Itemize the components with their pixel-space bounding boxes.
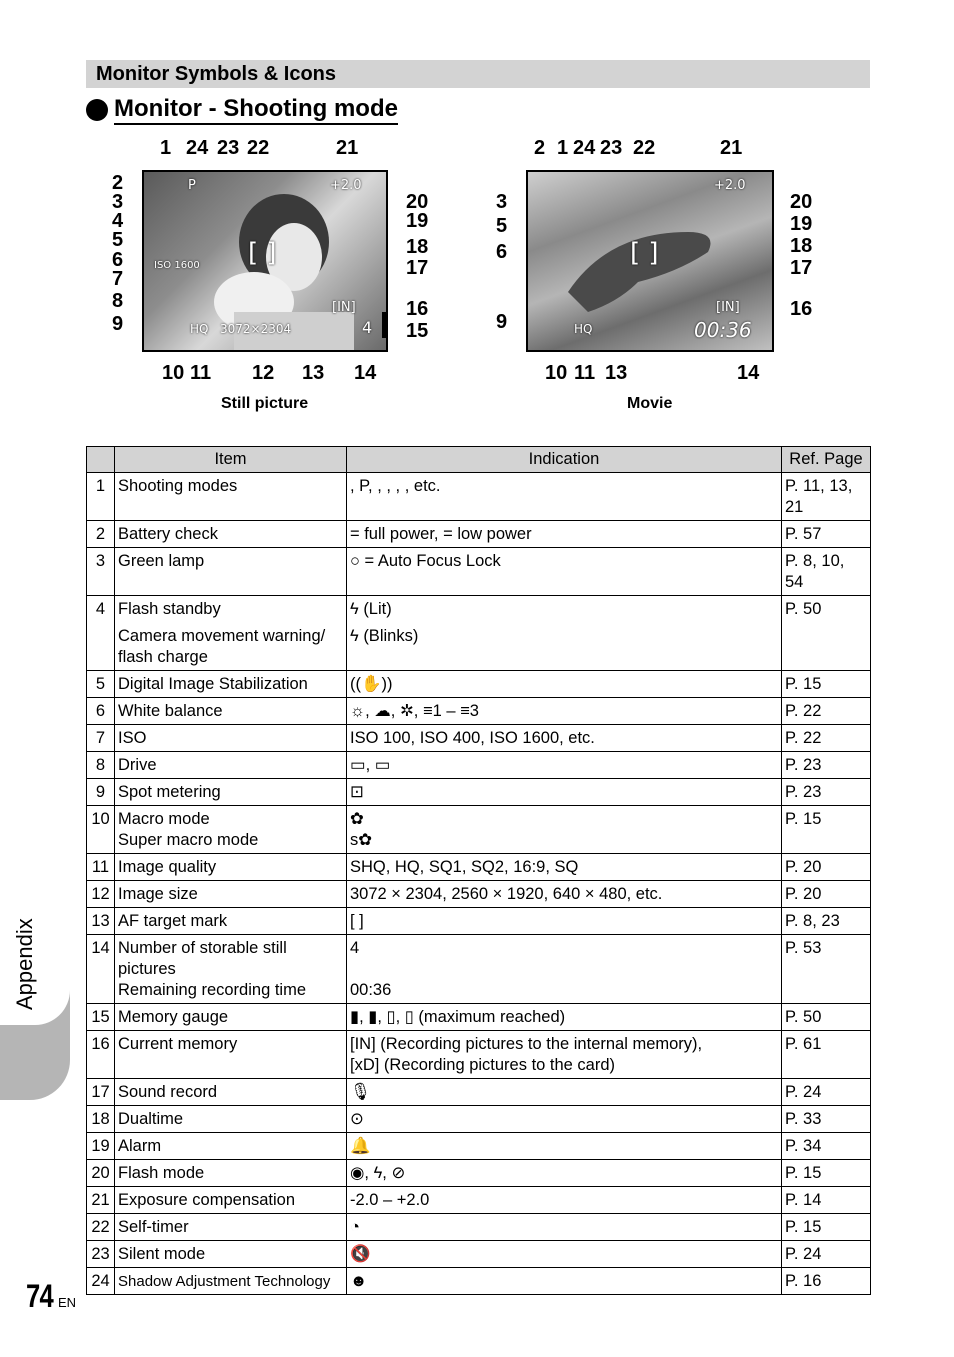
row-ref-page-text: P. 22 [785, 702, 822, 720]
row-ref-page-text: P. 23 [785, 783, 822, 801]
iso-value: ISO 1600 [154, 260, 200, 271]
row-indication-text: ⊙ [350, 1110, 364, 1128]
callout-number: 23 [217, 137, 240, 159]
callout-number: 19 [790, 213, 813, 235]
row-number [87, 1187, 115, 1214]
row-number [87, 1268, 115, 1295]
callout-number: 6 [496, 241, 508, 263]
row-number-text: 3 [95, 552, 106, 570]
row-ref-page [782, 854, 871, 881]
row-indication-text: 🎙 [350, 1083, 371, 1101]
row-number-text: 18 [91, 1110, 110, 1128]
callout-number: 21 [720, 137, 743, 159]
callout-number: 5 [112, 229, 124, 251]
table-row [87, 806, 871, 854]
table-row [87, 1004, 871, 1031]
row-item [115, 548, 347, 596]
af-target-mark: [ ] [630, 238, 659, 268]
callout-number: 19 [406, 210, 429, 232]
row-indication [347, 752, 782, 779]
table-header-row [87, 447, 871, 473]
callout-number: 1 [557, 137, 569, 159]
row-item [115, 1268, 347, 1295]
callout-number: 13 [605, 362, 628, 384]
table-row [87, 473, 871, 521]
row-number [87, 671, 115, 698]
row-item [115, 1241, 347, 1268]
row-item-text: Camera movement warning/ flash charge [118, 627, 326, 666]
row-ref-page [782, 698, 871, 725]
row-number [87, 908, 115, 935]
row-number-text: 21 [91, 1191, 110, 1209]
row-ref-page [782, 881, 871, 908]
movie-screen [526, 170, 774, 352]
table-body [87, 473, 871, 1295]
row-indication [347, 1031, 782, 1079]
row-item [115, 671, 347, 698]
row-indication-text: ☻ [350, 1272, 368, 1290]
callout-number: 18 [406, 236, 429, 258]
row-indication [347, 725, 782, 752]
row-item-text: AF target mark [118, 912, 228, 930]
row-item-text: Dualtime [118, 1110, 184, 1128]
callout-number: 22 [633, 137, 656, 159]
row-item [115, 1106, 347, 1133]
row-item [115, 473, 347, 521]
row-ref-page-text: P. 22 [785, 729, 822, 747]
row-number-text: 12 [91, 885, 110, 903]
row-indication-text: 00:36 [350, 981, 392, 999]
table-row [87, 548, 871, 596]
row-ref-page [782, 1241, 871, 1268]
af-target-mark: [ ] [248, 238, 277, 268]
row-ref-page-text: P. 20 [785, 858, 822, 876]
row-indication-text: ▮, ▮, ▯, ▯ (maximum reached) [350, 1008, 566, 1026]
row-indication-text: ⊡ [350, 783, 364, 801]
table-row [87, 521, 871, 548]
row-number [87, 1160, 115, 1187]
table-row [87, 752, 871, 779]
row-number [87, 935, 115, 1004]
row-item-text: ISO [118, 729, 147, 747]
row-number-text: 1 [95, 477, 106, 495]
callout-number: 14 [737, 362, 760, 384]
row-number-text: 5 [95, 675, 106, 693]
table-row [87, 698, 871, 725]
row-number [87, 752, 115, 779]
row-indication [347, 908, 782, 935]
row-ref-page [782, 473, 871, 521]
callout-number: 20 [790, 191, 813, 213]
recording-time: 00:36 [694, 318, 752, 342]
row-ref-page [782, 806, 871, 854]
row-indication-text: [IN] (Recording pictures to the internal memory), [350, 1035, 703, 1053]
row-ref-page-text: P. 24 [785, 1083, 822, 1101]
row-ref-page [782, 548, 871, 596]
callout-number: 21 [336, 137, 359, 159]
row-number [87, 698, 115, 725]
row-indication-text: ϟ (Lit) [350, 600, 392, 618]
row-item-text: Remaining recording time [118, 981, 307, 999]
callout-number: 6 [112, 249, 124, 271]
row-indication-text: 4 [350, 939, 360, 957]
row-number [87, 1031, 115, 1079]
row-item [115, 1133, 347, 1160]
row-item-text: Shooting modes [118, 477, 238, 495]
row-item-text: Flash mode [118, 1164, 205, 1182]
table-row [87, 1106, 871, 1133]
row-indication [347, 1079, 782, 1106]
row-number [87, 473, 115, 521]
table-row [87, 881, 871, 908]
callout-number: 13 [302, 362, 325, 384]
row-ref-page-text: P. 16 [785, 1272, 822, 1290]
row-ref-page-text: P. 57 [785, 525, 822, 543]
callout-number: 10 [545, 362, 568, 384]
row-item [115, 1187, 347, 1214]
row-number [87, 596, 115, 671]
row-indication [347, 698, 782, 725]
row-ref-page-text: P. 15 [785, 1218, 822, 1236]
row-item [115, 725, 347, 752]
row-item-text: Memory gauge [118, 1008, 229, 1026]
table-row [87, 935, 871, 1004]
row-ref-page-text: P. 8, 10, 54 [785, 552, 845, 591]
row-item-text: Drive [118, 756, 157, 774]
callout-number: 1 [160, 137, 172, 159]
callout-number: 8 [112, 290, 124, 312]
row-item [115, 1160, 347, 1187]
row-ref-page [782, 935, 871, 1004]
row-ref-page [782, 725, 871, 752]
row-ref-page-text: P. 50 [785, 600, 822, 618]
row-indication-text: ✿ [350, 810, 364, 828]
row-item-text: Sound record [118, 1083, 218, 1101]
subheading-text: Monitor - Shooting mode [114, 95, 398, 125]
table-row [87, 1160, 871, 1187]
row-number [87, 548, 115, 596]
row-number-text: 17 [91, 1083, 110, 1101]
row-number [87, 881, 115, 908]
callout-number: 22 [247, 137, 270, 159]
row-item [115, 881, 347, 908]
row-indication-text: ϟ (Blinks) [350, 627, 419, 645]
exposure-value: +2.0 [714, 178, 746, 193]
row-number-text: 9 [95, 783, 106, 801]
callout-number: 14 [354, 362, 377, 384]
row-indication-text: ISO 100, ISO 400, ISO 1600, etc. [350, 729, 595, 747]
callout-number: 9 [496, 311, 508, 333]
row-item [115, 935, 347, 1004]
row-item [115, 1214, 347, 1241]
row-number [87, 1133, 115, 1160]
callout-number: 18 [790, 235, 813, 257]
row-indication [347, 1241, 782, 1268]
row-number-text: 24 [91, 1272, 110, 1290]
row-item-text: Self-timer [118, 1218, 189, 1236]
row-ref-page [782, 671, 871, 698]
symbols-table [86, 446, 871, 1295]
row-number [87, 779, 115, 806]
row-ref-page [782, 779, 871, 806]
row-ref-page-text: P. 50 [785, 1008, 822, 1026]
row-indication-text: ◉, ϟ, ⊘ [350, 1164, 406, 1182]
callout-number: 17 [406, 257, 429, 279]
callout-number: 7 [112, 268, 124, 290]
callout-number: 16 [406, 298, 429, 320]
row-indication [347, 473, 782, 521]
row-indication [347, 1160, 782, 1187]
row-indication-text: ▭, ▭ [350, 756, 391, 774]
row-number-text: 22 [91, 1218, 110, 1236]
table-row [87, 908, 871, 935]
row-item [115, 596, 347, 671]
row-ref-page [782, 1160, 871, 1187]
row-number-text: 4 [95, 600, 106, 618]
row-ref-page [782, 1268, 871, 1295]
row-number [87, 1079, 115, 1106]
row-indication [347, 548, 782, 596]
row-number-text: 8 [95, 756, 106, 774]
row-ref-page-text: P. 61 [785, 1035, 822, 1053]
row-number [87, 854, 115, 881]
callout-number: 15 [406, 320, 429, 342]
table-row [87, 854, 871, 881]
header-indication: Indication [347, 447, 782, 473]
row-number [87, 1004, 115, 1031]
row-indication [347, 1214, 782, 1241]
row-item [115, 779, 347, 806]
row-indication-text: s✿ [350, 831, 373, 849]
row-ref-page [782, 596, 871, 671]
callout-number: 3 [112, 191, 124, 213]
row-indication [347, 521, 782, 548]
callout-number: 2 [534, 137, 546, 159]
row-ref-page [782, 1106, 871, 1133]
callout-number: 4 [112, 210, 124, 232]
table-row [87, 1133, 871, 1160]
callout-number: 10 [162, 362, 185, 384]
row-ref-page-text: P. 23 [785, 756, 822, 774]
row-ref-page-text: P. 15 [785, 1164, 822, 1182]
row-indication [347, 779, 782, 806]
memory-indicator: [IN] [716, 300, 740, 315]
row-number-text: 11 [91, 858, 110, 876]
row-item-text: Digital Image Stabilization [118, 675, 308, 693]
row-item-text: Super macro mode [118, 831, 259, 849]
row-item-text: Current memory [118, 1035, 238, 1053]
row-indication [347, 1004, 782, 1031]
row-number-text: 2 [95, 525, 106, 543]
row-item [115, 908, 347, 935]
row-item [115, 1004, 347, 1031]
header-ref-page: Ref. Page [782, 447, 871, 473]
callout-number: 2 [112, 172, 124, 194]
memory-indicator: [IN] [332, 300, 356, 315]
row-item-text: Macro mode [118, 810, 210, 828]
row-indication [347, 671, 782, 698]
header-number [87, 447, 115, 473]
row-item-text: Silent mode [118, 1245, 206, 1263]
callout-number: 20 [406, 191, 429, 213]
row-number [87, 1214, 115, 1241]
quality-value: HQ [574, 322, 593, 336]
row-number-text: 6 [95, 702, 106, 720]
storable-count: 4 [362, 318, 373, 337]
caption-movie: Movie [627, 395, 673, 412]
row-number-text: 15 [91, 1008, 110, 1026]
row-indication [347, 854, 782, 881]
row-number-text: 14 [91, 939, 110, 957]
row-indication-text: = full power, = low power [350, 525, 532, 543]
row-ref-page-text: P. 53 [785, 939, 822, 957]
row-number [87, 806, 115, 854]
row-indication-text: 🔔 [350, 1137, 371, 1155]
row-ref-page [782, 521, 871, 548]
callout-number: 17 [790, 257, 813, 279]
row-number-text: 23 [91, 1245, 110, 1263]
row-ref-page [782, 1004, 871, 1031]
callout-number: 11 [574, 362, 596, 384]
callout-number: 3 [496, 191, 508, 213]
row-indication [347, 1106, 782, 1133]
row-item-text: Flash standby [118, 600, 221, 618]
row-ref-page [782, 1214, 871, 1241]
row-item [115, 1031, 347, 1079]
row-indication [347, 935, 782, 1004]
row-number-text: 19 [91, 1137, 110, 1155]
row-ref-page [782, 1079, 871, 1106]
table-row [87, 1241, 871, 1268]
table-row [87, 1187, 871, 1214]
row-number-text: 16 [91, 1035, 110, 1053]
row-item-text: Number of storable still pictures [118, 939, 287, 978]
row-number [87, 1106, 115, 1133]
bullet-icon [86, 99, 108, 121]
table-row [87, 725, 871, 752]
table-row [87, 596, 871, 671]
subheading [86, 95, 398, 125]
mode-icon: P [188, 178, 196, 193]
row-item-text: Spot metering [118, 783, 221, 801]
callout-number: 24 [186, 137, 209, 159]
table-row [87, 779, 871, 806]
callout-number: 16 [790, 298, 813, 320]
row-indication [347, 596, 782, 671]
row-ref-page [782, 1031, 871, 1079]
row-number-text: 10 [91, 810, 110, 828]
exposure-value: +2.0 [330, 178, 362, 193]
row-indication [347, 1187, 782, 1214]
callout-number: 24 [573, 137, 596, 159]
row-number-text: 20 [91, 1164, 110, 1182]
row-item-text: White balance [118, 702, 223, 720]
callout-number: 5 [496, 215, 508, 237]
table-row [87, 671, 871, 698]
row-indication-text: [ ] [350, 912, 364, 930]
row-indication-text: ☼, ☁, ✲, ≡1 – ≡3 [350, 702, 479, 720]
row-indication [347, 1268, 782, 1295]
row-item [115, 854, 347, 881]
row-indication-text: -2.0 – +2.0 [350, 1191, 430, 1209]
callout-number: 12 [252, 362, 275, 384]
still-picture-screen [142, 170, 388, 352]
row-ref-page [782, 908, 871, 935]
row-item [115, 1079, 347, 1106]
row-number [87, 521, 115, 548]
row-item [115, 806, 347, 854]
row-indication-text: 🔇 [350, 1245, 371, 1263]
quality-value: HQ [190, 322, 209, 336]
page-language: EN [58, 1295, 77, 1310]
section-title: Monitor Symbols & Icons [86, 60, 870, 88]
row-ref-page-text: P. 11, 13, 21 [785, 477, 853, 516]
image-size-value: 3072×2304 [220, 322, 292, 336]
row-item-text: Shadow Adjustment Technology [118, 1273, 331, 1290]
row-number-text: 7 [95, 729, 106, 747]
caption-still: Still picture [221, 395, 309, 412]
row-indication [347, 806, 782, 854]
row-item-text: Exposure compensation [118, 1191, 296, 1209]
row-ref-page-text: P. 33 [785, 1110, 822, 1128]
row-ref-page [782, 1187, 871, 1214]
side-tab [0, 880, 70, 1100]
header-item: Item [115, 447, 347, 473]
callout-number: 11 [190, 362, 212, 384]
row-indication-text: 3072 × 2304, 2560 × 1920, 640 × 480, etc. [350, 885, 663, 903]
row-ref-page-text: P. 34 [785, 1137, 822, 1155]
row-indication-text: ((✋)) [350, 675, 393, 693]
row-item [115, 698, 347, 725]
row-item [115, 752, 347, 779]
row-ref-page-text: P. 20 [785, 885, 822, 903]
row-number [87, 725, 115, 752]
row-indication-text: , P, , , , , etc. [350, 477, 441, 495]
row-ref-page [782, 1133, 871, 1160]
row-indication-text: ◔ [350, 1218, 360, 1236]
row-ref-page-text: P. 8, 23 [785, 912, 840, 930]
row-item [115, 521, 347, 548]
page-number: 74 [26, 1278, 53, 1314]
row-ref-page-text: P. 14 [785, 1191, 822, 1209]
row-item-text: Green lamp [118, 552, 205, 570]
callout-number: 23 [600, 137, 623, 159]
side-tab-label: Appendix [12, 918, 37, 1010]
callout-number: 9 [112, 313, 124, 335]
row-indication [347, 1133, 782, 1160]
row-indication-text: SHQ, HQ, SQ1, SQ2, 16:9, SQ [350, 858, 579, 876]
row-ref-page-text: P. 24 [785, 1245, 822, 1263]
row-indication-text: ○ = Auto Focus Lock [350, 552, 501, 570]
table-row [87, 1214, 871, 1241]
row-ref-page-text: P. 15 [785, 675, 822, 693]
row-indication [347, 881, 782, 908]
table-row [87, 1031, 871, 1079]
row-item-text: Alarm [118, 1137, 162, 1155]
row-number-text: 13 [91, 912, 110, 930]
row-item-text: Image quality [118, 858, 217, 876]
row-item-text: Battery check [118, 525, 218, 543]
row-number [87, 1241, 115, 1268]
row-ref-page-text: P. 15 [785, 810, 822, 828]
table-row [87, 1079, 871, 1106]
row-ref-page [782, 752, 871, 779]
row-item-text: Image size [118, 885, 198, 903]
table-row [87, 1268, 871, 1295]
memory-gauge-icon [382, 312, 388, 338]
row-indication-text: [xD] (Recording pictures to the card) [350, 1056, 616, 1074]
